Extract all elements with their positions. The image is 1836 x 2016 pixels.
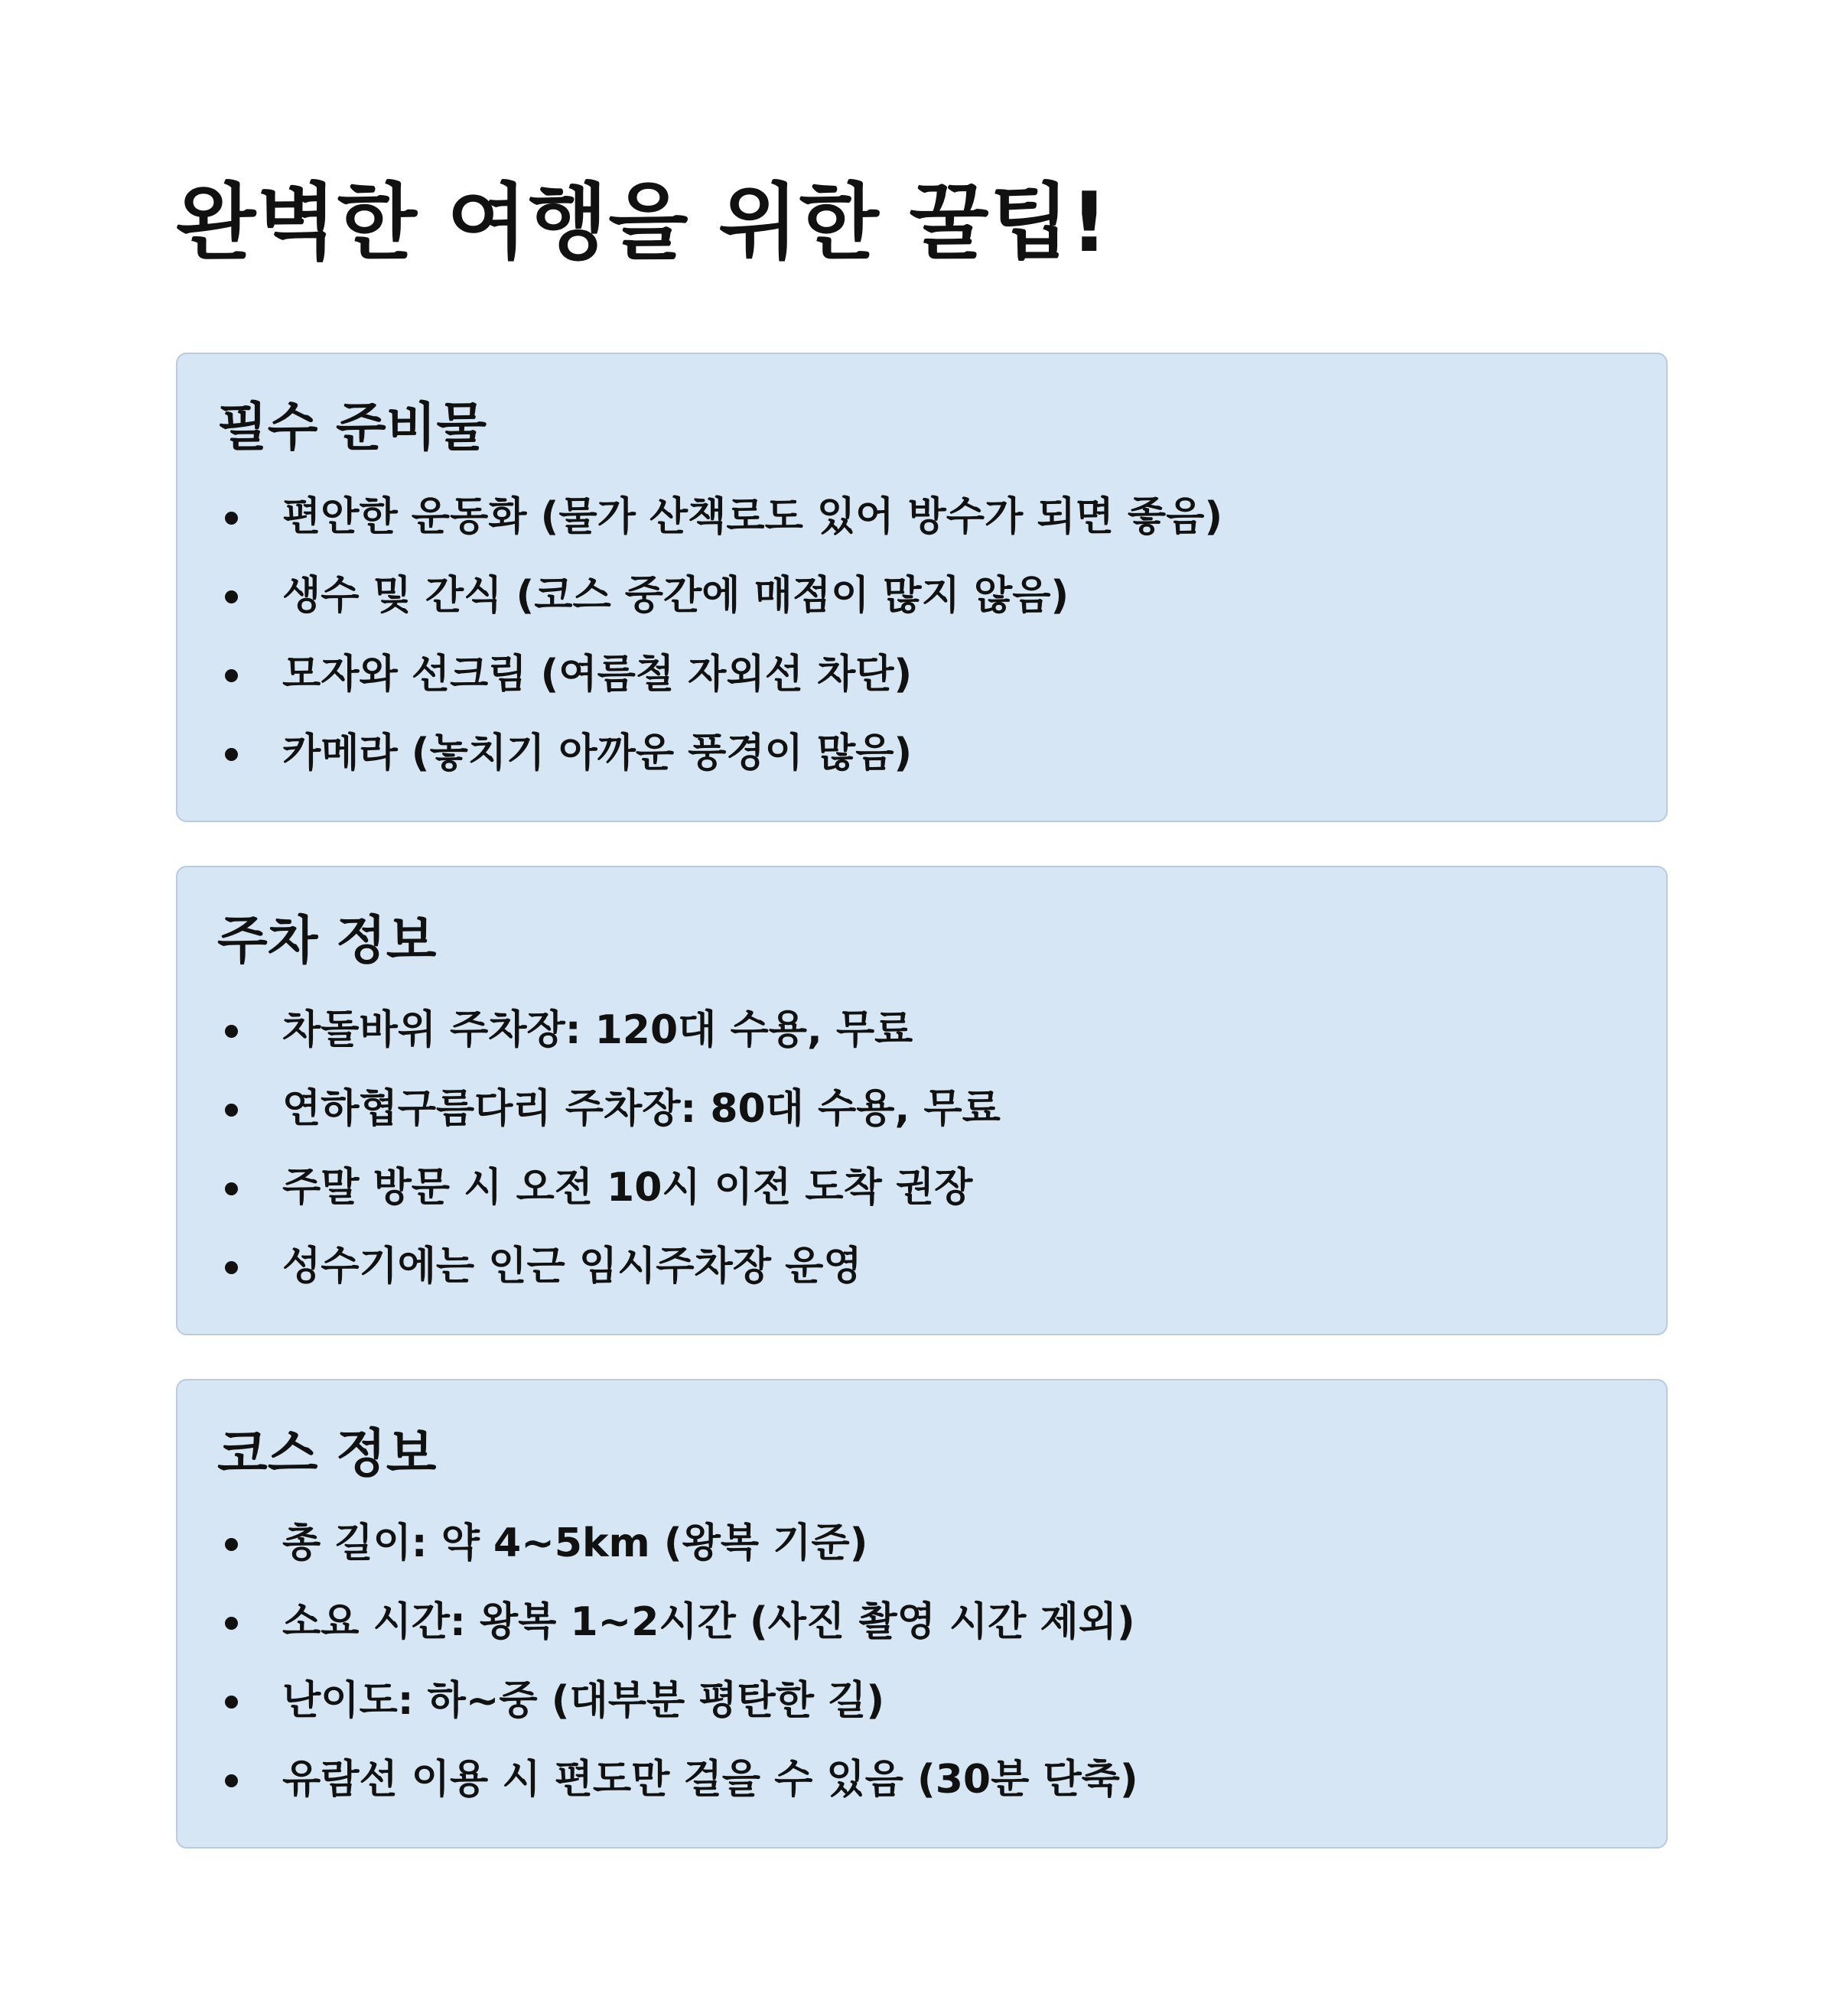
list-item: [177, 991, 1001, 1070]
list-item: [177, 1662, 1138, 1741]
list-item: [177, 1741, 1138, 1819]
course-title: 코스 정보: [217, 1424, 437, 1484]
bullet-icon: [225, 1774, 238, 1787]
list-item: [177, 1583, 1138, 1662]
parking-title: 주차 정보: [217, 911, 437, 971]
list-item-text: 주말 방문 시 오전 10시 이전 도착 권장: [282, 1165, 973, 1211]
list-item-text: 편안한 운동화 (물가 산책로도 있어 방수가 되면 좋음): [282, 494, 1223, 540]
list-item: [177, 478, 1222, 557]
list-item: [177, 714, 1222, 793]
essentials-title: 필수 준비물: [217, 398, 487, 458]
list-item-text: 유람선 이용 시 편도만 걸을 수 있음 (30분 단축): [282, 1757, 1138, 1803]
bullet-icon: [225, 1696, 238, 1709]
list-item: [177, 1070, 1001, 1149]
bullet-icon: [225, 590, 238, 603]
list-item-text: 생수 및 간식 (코스 중간에 매점이 많지 않음): [282, 573, 1069, 619]
list-item-text: 난이도: 하~중 (대부분 평탄한 길): [282, 1678, 885, 1724]
bullet-icon: [225, 748, 238, 761]
list-item: [177, 557, 1222, 636]
bullet-icon: [225, 1617, 238, 1630]
bullet-icon: [225, 1104, 238, 1117]
list-item-text: 모자와 선크림 (여름철 자외선 차단): [282, 652, 913, 697]
list-item: [177, 1227, 1001, 1306]
parking-list: [177, 991, 1001, 1306]
bullet-icon: [225, 1025, 238, 1038]
list-item-text: 연하협구름다리 주차장: 80대 수용, 무료: [282, 1086, 1001, 1132]
bullet-icon: [225, 1538, 238, 1551]
page-title: 완벽한 여행을 위한 꿀팁!: [176, 175, 1109, 271]
list-item-text: 차돌바위 주차장: 120대 수용, 무료: [282, 1007, 913, 1053]
bullet-icon: [225, 669, 238, 682]
list-item: [177, 1149, 1001, 1227]
list-item-text: 소요 시간: 왕복 1~2시간 (사진 촬영 시간 제외): [282, 1599, 1135, 1645]
list-item-text: 총 길이: 약 4~5km (왕복 기준): [282, 1520, 868, 1566]
essentials-list: [177, 478, 1222, 793]
list-item-text: 성수기에는 인근 임시주차장 운영: [282, 1244, 862, 1289]
essentials-card: [176, 353, 1668, 822]
bullet-icon: [225, 1182, 238, 1195]
course-list: [177, 1504, 1138, 1819]
course-card: [176, 1379, 1668, 1849]
bullet-icon: [225, 1261, 238, 1274]
parking-card: [176, 866, 1668, 1335]
bullet-icon: [225, 512, 238, 525]
list-item: [177, 1504, 1138, 1583]
list-item: [177, 636, 1222, 714]
list-item-text: 카메라 (놓치기 아까운 풍경이 많음): [282, 730, 913, 776]
